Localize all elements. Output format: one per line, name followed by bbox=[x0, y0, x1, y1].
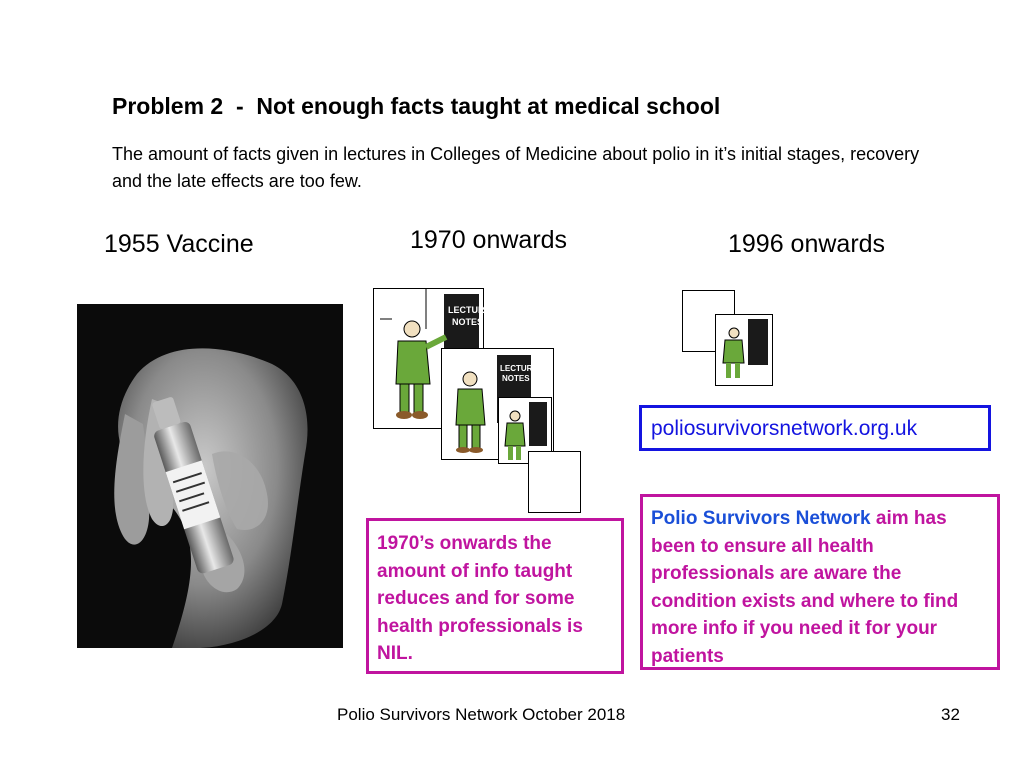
empty-card bbox=[528, 451, 581, 513]
slide-title: Problem 2 - Not enough facts taught at medical school bbox=[112, 93, 721, 119]
vaccine-vial-photo bbox=[77, 304, 343, 648]
era-label-1955: 1955 Vaccine bbox=[104, 230, 254, 258]
box-1970-note: 1970’s onwards the amount of info taught reduces and for some health professionals is NIL. bbox=[366, 518, 624, 674]
website-url-box[interactable] bbox=[639, 405, 991, 451]
board-text-3: LECTURE bbox=[500, 364, 538, 373]
box-1996-note bbox=[640, 494, 1000, 670]
lecturer-card-small bbox=[715, 314, 773, 386]
era-label-1970: 1970 onwards bbox=[410, 226, 568, 254]
board-text-2: NOTES bbox=[452, 317, 484, 327]
era-label-1996: 1996 onwards bbox=[728, 230, 886, 258]
footer-text: Polio Survivors Network October 2018 bbox=[337, 705, 626, 724]
board-text-4: NOTES bbox=[502, 374, 530, 383]
page-number: 32 bbox=[941, 705, 960, 724]
intro-paragraph: The amount of facts given in lectures in Colleges of Medicine about polio in it’s initial stages, recovery and the late effects are too few. bbox=[112, 144, 920, 191]
board-text-1: LECTURE bbox=[448, 305, 491, 315]
organisation-name: Polio Survivors Network bbox=[651, 508, 871, 529]
website-url[interactable]: poliosurvivorsnetwork.org.uk bbox=[651, 417, 918, 440]
box-1996-text: aim has been to ensure all health professionals are aware the condition exists and where to find more info if you need it for your patients bbox=[651, 508, 959, 667]
